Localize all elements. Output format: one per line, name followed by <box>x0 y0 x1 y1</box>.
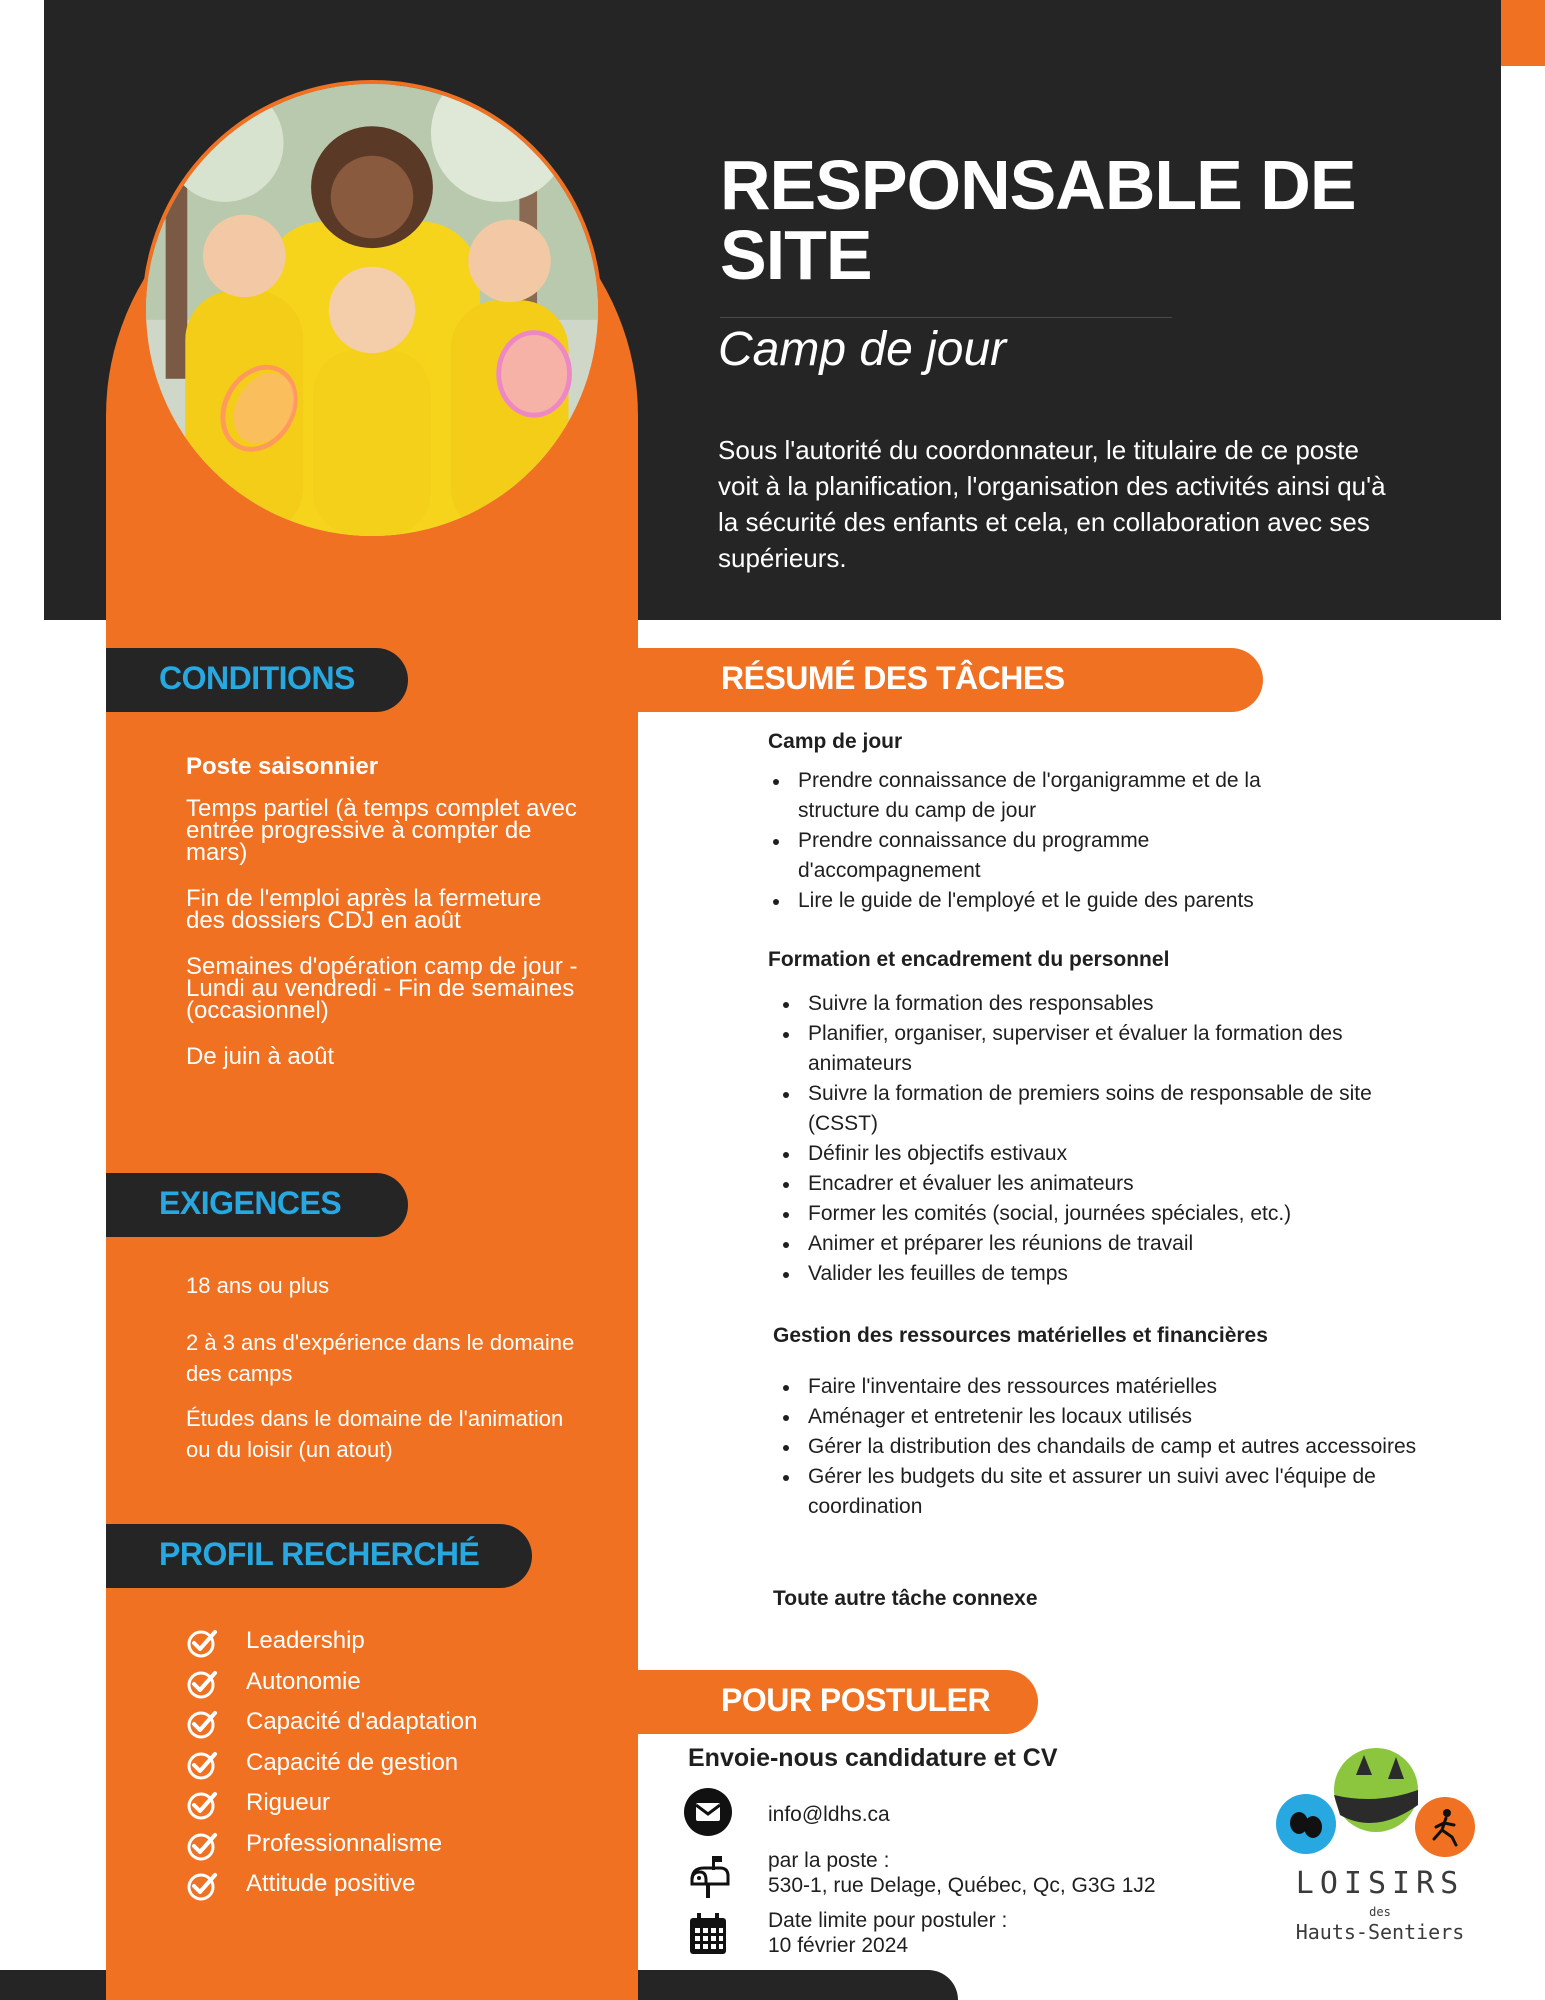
task-item: Prendre connaissance du programme d'accompagnement <box>768 826 1328 886</box>
deadline-date: 10 février 2024 <box>768 1934 909 1957</box>
condition-item: Poste saisonnier <box>186 753 379 780</box>
profile-heading-pill <box>106 1524 532 1588</box>
profile-item <box>186 1746 477 1787</box>
check-icon <box>186 1627 218 1659</box>
task-item: Gérer la distribution des chandails de camp et autres accessoires <box>778 1432 1418 1462</box>
job-title: RESPONSABLE DE SITE <box>720 146 1356 294</box>
profile-item <box>186 1786 477 1827</box>
profile-heading: PROFIL RECHERCHÉ <box>159 1536 480 1572</box>
tasks-heading: RÉSUMÉ DES TÂCHES <box>721 660 1065 696</box>
profile-item-label: Rigueur <box>246 1789 331 1816</box>
task-item: Suivre la formation de premiers soins de responsable de site (CSST) <box>778 1079 1418 1139</box>
check-icon <box>186 1830 218 1862</box>
check-icon <box>186 1749 218 1781</box>
footer-band-right <box>638 1970 958 2000</box>
task-other: Toute autre tâche connexe <box>773 1587 1038 1610</box>
condition-item: Temps partiel (à temps complet avec entrée progressive à compter de mars) <box>186 795 577 866</box>
task-list <box>778 989 1418 1289</box>
profile-item <box>186 1827 477 1868</box>
profile-item <box>186 1867 477 1908</box>
task-item: Animer et préparer les réunions de travail <box>778 1229 1418 1259</box>
condition-item: Semaines d'opération camp de jour - Lundi au vendredi - Fin de semaines (occasionnel) <box>186 953 578 1024</box>
requirement-item: 2 à 3 ans d'expérience dans le domaine des camps <box>186 1330 575 1386</box>
logo-subtitle: Hauts-Sentiers <box>1295 1920 1465 1944</box>
task-item: Suivre la formation des responsables <box>778 989 1418 1019</box>
apply-heading-pill <box>638 1670 1038 1734</box>
task-item: Planifier, organiser, superviser et évaluer la formation des animateurs <box>778 1019 1418 1079</box>
logo-connector: des <box>1369 1905 1391 1919</box>
title-divider <box>720 317 1172 318</box>
footer-band-left <box>0 1970 106 2000</box>
calendar-icon <box>682 1908 734 1960</box>
task-item: Encadrer et évaluer les animateurs <box>778 1169 1418 1199</box>
condition-item: Fin de l'emploi après la fermeture des dossiers CDJ en août <box>186 885 542 934</box>
job-subtitle: Camp de jour <box>718 323 1007 376</box>
task-item: Faire l'inventaire des ressources matérielles <box>778 1372 1418 1402</box>
conditions-heading-pill <box>106 648 408 712</box>
requirement-item: 18 ans ou plus <box>186 1273 330 1298</box>
profile-item <box>186 1624 477 1665</box>
deadline-label: Date limite pour postuler : <box>768 1909 1008 1932</box>
task-list <box>768 766 1328 916</box>
requirements-heading-pill <box>106 1173 408 1237</box>
task-item: Gérer les budgets du site et assurer un suivi avec l'équipe de coordination <box>778 1462 1418 1522</box>
hero-photo <box>142 80 602 540</box>
profile-item-label: Capacité de gestion <box>246 1748 459 1776</box>
profile-item-label: Autonomie <box>246 1667 361 1695</box>
contact-mail <box>768 1848 1156 1898</box>
contact-email[interactable]: info@ldhs.ca <box>768 1803 890 1826</box>
task-list <box>778 1372 1418 1522</box>
check-icon <box>186 1789 218 1821</box>
task-item: Prendre connaissance de l'organigramme et de la structure du camp de jour <box>768 766 1328 826</box>
profile-item-label: Capacité d'adaptation <box>246 1708 478 1735</box>
profile-item <box>186 1705 477 1746</box>
check-icon <box>186 1870 218 1902</box>
profile-item-label: Attitude positive <box>246 1870 416 1897</box>
check-icon <box>186 1708 218 1740</box>
photo-illustration <box>146 84 598 536</box>
profile-item <box>186 1665 477 1706</box>
task-section-title: Gestion des ressources matérielles et financières <box>773 1324 1268 1347</box>
apply-heading: POUR POSTULER <box>721 1682 991 1718</box>
apply-lead: Envoie-nous candidature et CV <box>688 1744 1058 1772</box>
mailbox-icon <box>682 1850 734 1902</box>
profile-list <box>186 1624 477 1908</box>
mail-address: 530-1, rue Delage, Québec, Qc, G3G 1J2 <box>768 1874 1156 1897</box>
job-intro: Sous l'autorité du coordonnateur, le titulaire de ce poste voit à la planification, l'organisation des activités ainsi qu'à la sécurité des enfants et cela, en collaboration avec ses supérieurs. <box>718 435 1386 573</box>
conditions-heading: CONDITIONS <box>159 660 355 696</box>
mail-label: par la poste : <box>768 1849 890 1872</box>
task-item: Valider les feuilles de temps <box>778 1259 1418 1289</box>
email-icon <box>682 1786 734 1838</box>
tasks-heading-pill <box>638 648 1263 712</box>
task-section-title: Camp de jour <box>768 730 903 753</box>
condition-item: De juin à août <box>186 1043 335 1070</box>
task-item: Lire le guide de l'employé et le guide des parents <box>768 886 1328 916</box>
requirements-heading: EXIGENCES <box>159 1185 342 1221</box>
profile-item-label: Professionnalisme <box>246 1829 443 1857</box>
conditions-list <box>186 752 586 1092</box>
task-section-title: Formation et encadrement du personnel <box>768 948 1170 971</box>
requirements-list <box>186 1270 586 1491</box>
task-item: Former les comités (social, journées spéciales, etc.) <box>778 1199 1418 1229</box>
requirement-item: Études dans le domaine de l'animation ou du loisir (un atout) <box>186 1406 564 1462</box>
profile-item-label: Leadership <box>246 1627 365 1654</box>
contact-deadline <box>768 1908 1007 1958</box>
task-item: Aménager et entretenir les locaux utilisés <box>778 1402 1418 1432</box>
task-item: Définir les objectifs estivaux <box>778 1139 1418 1169</box>
organization-logo <box>1270 1745 1490 1985</box>
logo-wordmark: LOISIRS <box>1295 1866 1465 1901</box>
check-icon <box>186 1668 218 1700</box>
